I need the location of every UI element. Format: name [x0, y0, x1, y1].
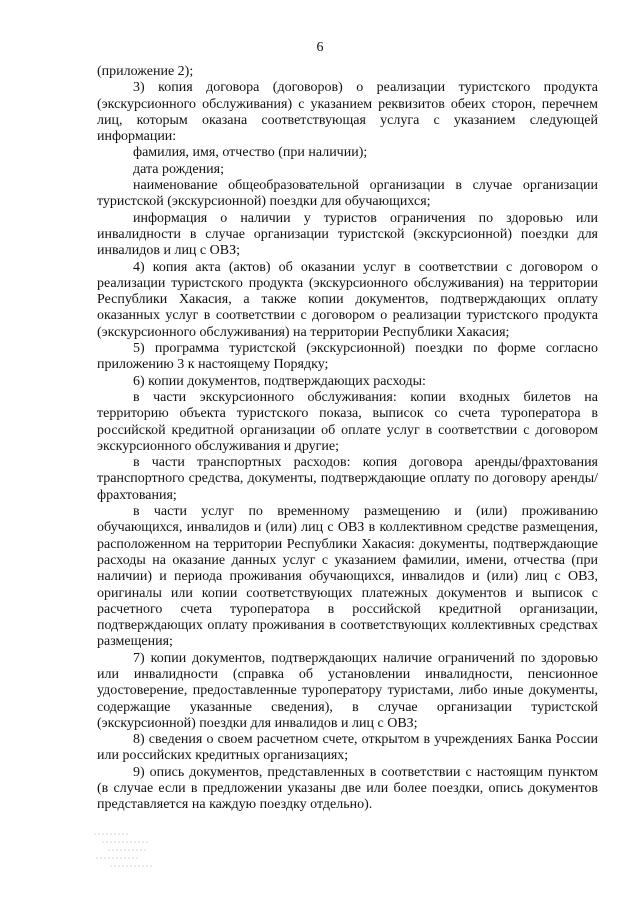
- paragraph-item-8: 8) сведения о своем расчетном счете, открытом в учреждениях Банка России или российских кредитных организациях;: [97, 732, 598, 764]
- paragraph-school-name: наименование общеобразовательной организации в случае организации туристской (экскурсионной) поездки для обучающихся;: [97, 178, 598, 210]
- paragraph-transport-expenses: в части транспортных расходов: копия договора аренды/фрахтования транспортного средства, документы, подтверждающие оплату по договору аренды/фрахтования;: [97, 455, 598, 503]
- paragraph-item-4: 4) копия акта (актов) об оказании услуг в соответствии с договором о реализации туристского продукта (экскурсионного обслуживания) на территории Республики Хакасия, а также копии документов, подтверждающих оплату оказанных услуг в соответствии с договором о реализации туристского продукта (экскурсионного обслуживания) на территории Республики Хакасия;: [97, 259, 598, 340]
- faint-stamp-mark: [88, 828, 160, 872]
- paragraph-health-info: информация о наличии у туристов ограничения по здоровью или инвалидности в случае организации туристской (экскурсионной) поездки для инвалидов и лиц с ОВЗ;: [97, 210, 598, 259]
- paragraph-item-9: 9) опись документов, представленных в соответствии с настоящим пунктом (в случае если в предложении указаны две или более поездки, опись документов представляется на каждую поездку отдельно).: [97, 764, 598, 813]
- paragraph-item-5: 5) программа туристской (экскурсионной) поездки по форме согласно приложению 3 к настоящему Порядку;: [97, 341, 598, 373]
- paragraph-accommodation-expenses: в части услуг по временному размещению и (или) проживанию обучающихся, инвалидов и (или) лиц с ОВЗ в коллективном средстве размещения, расположенном на территории Республики Хакасия: документы, подтверждающие расходы на оказание данных услуг с указанием фамилии, имени, отчества (при наличии) и периода проживания обучающихся, инвалидов и (или) лиц с ОВЗ, оригиналы или копии соответствующих платежных документов и выписок с расчетного счета туроператора в российской кредитной организации, подтверждающих оплату проживания в соответствующих коллективных средствах размещения;: [97, 504, 598, 650]
- paragraph-birthdate: дата рождения;: [133, 161, 224, 177]
- page-number: 6: [316, 40, 324, 55]
- paragraph-item-6: 6) копии документов, подтверждающих расходы:: [133, 373, 426, 389]
- paragraph-1: (приложение 2);: [97, 64, 194, 79]
- document-body: [97, 64, 598, 814]
- paragraph-item-7: 7) копии документов, подтверждающих наличие ограничений по здоровью или инвалидности (справка об установлении инвалидности, пенсионное удостоверение, предоставленные туроператору туристами, либо иные документы, содержащие указанные сведения), в случае организации туристской (экскурсионной) поездки для инвалидов и лиц с ОВЗ;: [97, 650, 598, 731]
- paragraph-item-3: 3) копия договора (договоров) о реализации туристского продукта (экскурсионного обслуживания) с указанием реквизитов обеих сторон, перечнем лиц, которым оказана соответствующая услуга с указанием следующей информации:: [97, 80, 598, 145]
- paragraph-fio: фамилия, имя, отчество (при наличии);: [133, 145, 368, 161]
- paragraph-excursion-expenses: в части экскурсионного обслуживания: копии входных билетов на территорию объекта туристского показа, выписок со счета туроператора в российской кредитной организации об оплате услуг в соответствии с договором экскурсионного обслуживания и другие;: [97, 389, 598, 454]
